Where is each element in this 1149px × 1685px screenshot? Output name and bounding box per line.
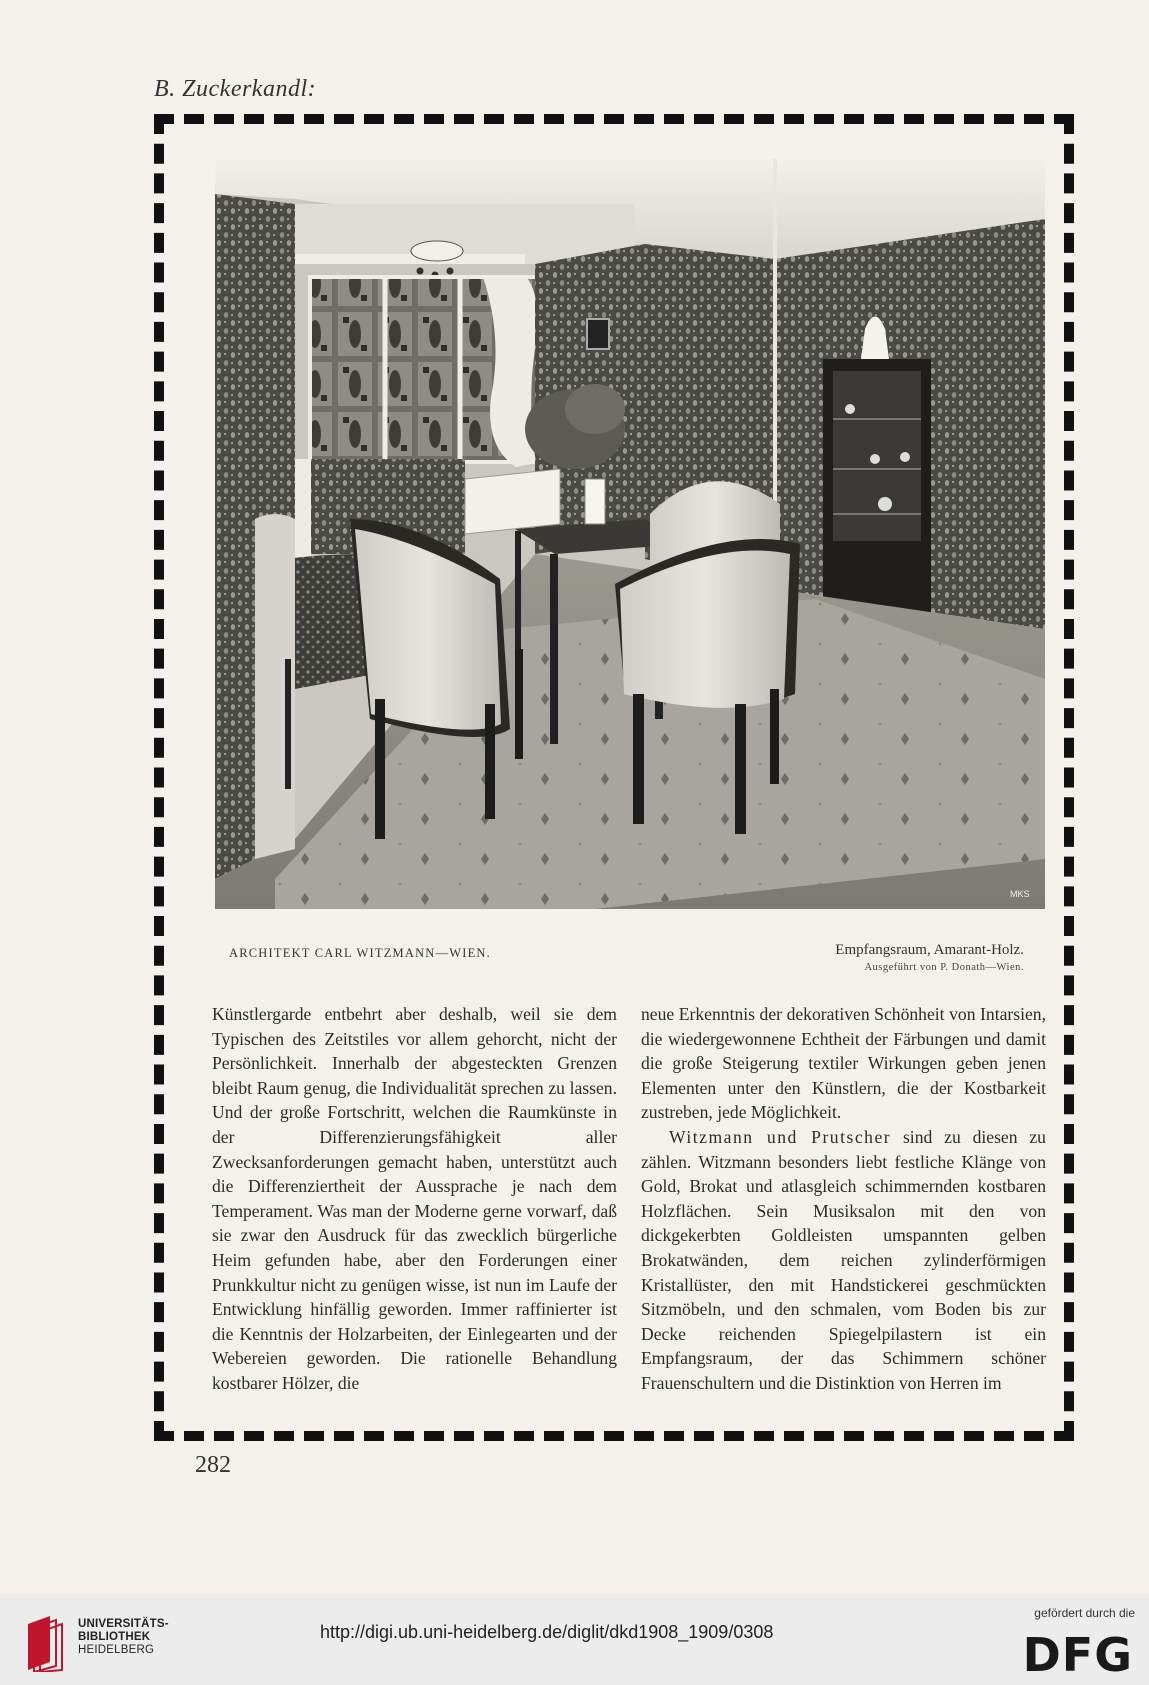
figure-caption-maker: Ausgeführt von P. Donath—Wien.: [864, 962, 1024, 973]
paragraph: [641, 1125, 1046, 1396]
paragraph: Künstlergarde entbehrt aber deshalb, weil sie dem Typischen des Zeitstiles vor allem gehorcht, nicht der Persönlichkeit. Innerhalb der abgesteckten Grenzen bleibt Raum genug, die Individualität sprechen zu lassen. Und der große Fortschritt, welchen die Raumkünste in der Differenzierungsfähigkeit aller Zwecksanforderungen gemacht haben, unterstützt auch die Differenziertheit der Aussprache je nach dem Temperament. Was man der Moderne gerne vorwarf, daß sie zwar den Ausdruck für das zwecklich bürgerliche Heim gefunden habe, aber den Forderungen einer Prunkkultur nicht zu genügen wisse, ist nun im Laufe der Entwicklung hinfällig geworden. Immer raffinierter ist die Kenntnis der Holzarbeiten, der Einlegearten und der Webereien geworden. Die rationelle Behandlung kostbarer Hölzer, die: [212, 1004, 617, 1393]
figure-caption-architect: ARCHITEKT CARL WITZMANN—WIEN.: [229, 946, 491, 960]
digitization-footer: [0, 1594, 1149, 1685]
photographer-monogram: MKS: [1010, 889, 1030, 899]
library-name-line: BIBLIOTHEK: [78, 1631, 151, 1643]
figure-caption-title: Empfangsraum, Amarant-Holz.: [835, 942, 1024, 958]
decorative-dashed-border: [154, 114, 1074, 1441]
library-name-line: HEIDELBERG: [78, 1644, 155, 1656]
paragraph-continuation: sind zu diesen zu zählen. Witzmann besonders liebt festliche Klänge von Gold, Brokat und atlasgleich schimmernden kostbaren Holzflächen. Sein Musiksalon mit den von dickgekerbten Goldleisten umspannten gelben Brokatwänden, dem reichen zylinderförmigen Kristallüster, den mit Handstickerei geschmückten Sitzmöbeln, und den schmalen, vom Boden bis zur Decke reichenden Spiegelpilastern ist ein Empfangsraum, der das Schimmern schöner Frauenschultern und die Distinktion von Herren im: [641, 1126, 1046, 1393]
page-content-area: [174, 134, 1054, 1421]
spaced-names: Witzmann und Prutscher: [669, 1126, 892, 1147]
page-number: 282: [195, 1452, 231, 1478]
funded-by-label: gefördert durch die: [1034, 1606, 1135, 1620]
permalink-url[interactable]: http://digi.ub.uni-heidelberg.de/diglit/dkd1908_1909/0308: [320, 1622, 774, 1642]
interior-photograph: [215, 159, 1045, 909]
dfg-logo: DFG: [1022, 1628, 1133, 1682]
library-logo-icon: [26, 1614, 66, 1672]
paragraph: neue Erkenntnis der dekorativen Schönheit von Intarsien, die wiedergewonnene Echtheit der Färbungen und damit die große Steigerung textiler Wirkungen geben jenen Elementen unter den Künstlern, die der Kostbarkeit zustreben, jede Möglichkeit.: [641, 1004, 1046, 1123]
figure-caption-block: [835, 942, 1024, 973]
running-header-author: B. Zuckerkandl:: [154, 76, 317, 102]
library-name: [78, 1618, 169, 1657]
text-column-left: [212, 1002, 617, 1396]
library-name-line: UNIVERSITÄTS-: [78, 1618, 169, 1630]
text-column-right: [641, 1002, 1046, 1396]
